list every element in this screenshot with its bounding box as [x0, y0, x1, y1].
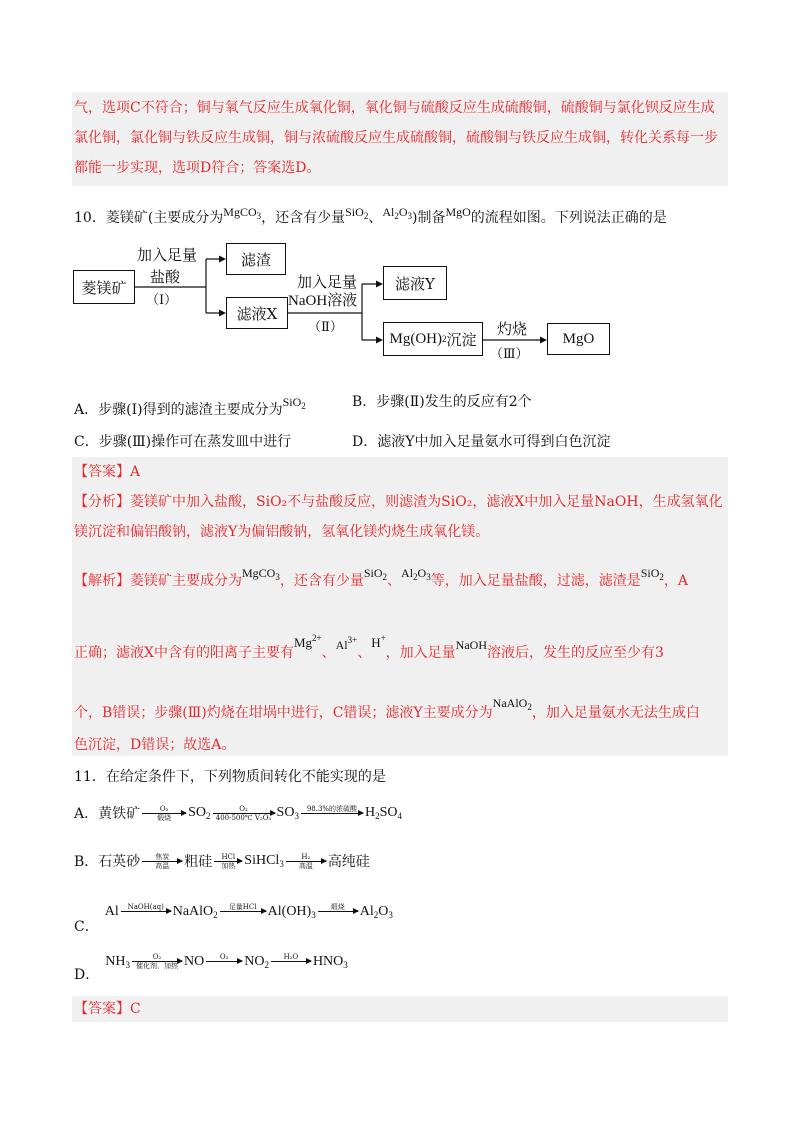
ion-mg-sup: 2+	[312, 633, 322, 643]
jiexi-formula-o: O	[417, 566, 427, 580]
box-mgo: MgO	[547, 323, 610, 355]
q11-a-p1-text: SO	[188, 805, 207, 820]
arrowhead-residue	[219, 256, 226, 263]
q10-jiexi-line-1	[74, 563, 688, 591]
q11-b-arrow-2	[214, 853, 242, 870]
q10-stem-text-d: )制备	[411, 210, 446, 226]
q11-answer-value: C	[130, 1001, 141, 1017]
q11-a-arrow-2-bot: 400-500℃ V₂O₅	[215, 813, 272, 822]
q11-answer	[74, 999, 141, 1019]
jiexi-formula-sio2-b: SiO	[640, 566, 660, 580]
step2-label-top: 加入足量	[297, 273, 358, 291]
q11-c-s: Al	[104, 903, 119, 919]
q11-d-p2-text: NO	[244, 953, 265, 969]
q11-option-d	[74, 944, 348, 984]
formula-sio2: SiO	[345, 205, 364, 219]
q11-d-arrow-2	[206, 953, 242, 970]
jiexi-formula-sio2-b-sub: 2	[659, 572, 664, 582]
jiexi-formula-o-sub: 3	[426, 572, 431, 582]
q11-d-p3-text: HNO	[312, 953, 344, 969]
q11-c-arrow-3-top: 煅烧	[330, 903, 345, 911]
q10-option-a-formula-sub: 2	[301, 401, 306, 411]
q11-answer-panel	[72, 996, 728, 1022]
answer-tag: 【答案】	[74, 464, 130, 480]
q11-a-arrow-2-top: O₂	[239, 804, 248, 813]
ion-h-sup: +	[380, 633, 386, 643]
q10-option-c: C．步骤(Ⅲ)操作可在蒸发皿中进行	[74, 434, 292, 450]
q10-option-d: D．滤液Y中加入足量氨水可得到白色沉淀	[352, 434, 611, 450]
q10-analysis-line-1	[74, 492, 723, 512]
jiexi-2b: 、	[321, 645, 336, 661]
q11-a-arrow-3	[301, 805, 363, 822]
jiexi-formula-al: Al	[401, 566, 414, 580]
q11-c-p3	[360, 904, 393, 920]
formula-sio2-sub: 2	[363, 211, 369, 221]
q11-b-p2	[244, 853, 284, 869]
q11-b-p2-text: SiHCl	[244, 853, 280, 868]
jiexi-formula-al-sub: 2	[413, 572, 418, 582]
q11-c-p3-sub2: 3	[388, 909, 393, 920]
jiexi-3b: ，加入足量氨水无法生成白	[531, 705, 700, 721]
q11-b-arrow-2-bot: 加热	[221, 861, 236, 870]
jiexi-formula-mgco3-sub: 3	[275, 572, 280, 582]
q11-c-arrow-2-top: 足量HCl	[228, 903, 257, 911]
step1-label-mid: 盐酸	[150, 268, 181, 286]
q11-a-p2-sub: 3	[294, 811, 299, 821]
q11-c-p1-text: NaAlO	[172, 903, 214, 919]
answer-value: A	[130, 464, 141, 480]
jiexi-2d: ，加入足量	[385, 645, 456, 661]
q11-a-label: A．黄铁矿	[74, 806, 141, 822]
q11-a-p3-so: SO	[379, 805, 398, 820]
formula-mgco3: MgCO	[223, 205, 257, 219]
step3-label-top: 灼烧	[497, 320, 528, 338]
q11-b-arrow-1-bot: 高温	[155, 861, 170, 870]
q10-jiexi-line-2	[74, 628, 664, 663]
box-residue: 滤渣	[226, 243, 286, 275]
q11-b-arrow-3-bot: 高温	[298, 861, 313, 870]
q11-c-p3-al: Al	[359, 903, 374, 919]
q11-c-p2-text: Al(OH)	[267, 903, 312, 919]
q10-option-a-formula: SiO	[282, 395, 302, 409]
top-analysis-line-1: 气，选项C不符合；铜与氧气反应生成氧化铜，氧化铜与硫酸反应生成硫酸铜，硫酸铜与氯化钡反应生成	[74, 100, 715, 116]
q11-b-arrow-2-top: HCl	[221, 852, 236, 861]
q11-d-p3-sub: 3	[343, 959, 348, 970]
jiexi-formula-naalo2: NaAlO	[492, 696, 528, 710]
q11-c-p2-sub: 3	[311, 909, 316, 920]
q11-b-label: B．石英砂	[74, 854, 141, 870]
q11-c-p3-o: O	[378, 903, 389, 919]
step1-label-top: 加入足量	[137, 246, 198, 264]
jiexi-formula-naalo2-sub: 2	[527, 702, 532, 712]
q11-option-a	[74, 798, 402, 828]
q11-d-p2	[244, 954, 269, 970]
box-ore: 菱镁矿	[73, 270, 135, 304]
q10-answer	[74, 462, 140, 482]
arrowhead-precipitate	[376, 337, 383, 344]
q11-a-p2	[277, 805, 299, 821]
jiexi-formula-mgco3: MgCO	[242, 566, 276, 580]
q11-c-p3-sub1: 2	[373, 909, 379, 920]
q10-stem-text-b: ，还含有少量	[261, 210, 346, 226]
q11-b-p1: 粗硅	[184, 854, 213, 870]
jiexi-formula-sio2-sub: 2	[382, 572, 388, 582]
box-filtrate-y: 滤液Y	[383, 266, 447, 300]
step1-label-num: （Ⅰ）	[146, 293, 178, 308]
analysis-tag: 【分析】	[74, 494, 130, 510]
formula-mgco3-sub: 3	[256, 211, 262, 221]
q11-a-p3	[365, 805, 402, 821]
top-analysis-line-3: 都能一步实现，选项D符合；答案选D。	[74, 160, 321, 176]
q10-option-a-text: A．步骤(Ⅰ)得到的滤渣主要成分为	[74, 402, 283, 418]
q11-stem: 11．在给定条件下，下列物质间转化不能实现的是	[74, 769, 386, 785]
ion-mg: Mg	[293, 635, 313, 650]
q10-jiexi-line-3	[74, 693, 700, 723]
formula-al: Al	[382, 205, 395, 219]
q11-option-c	[74, 896, 393, 936]
step3-label-num: （Ⅲ）	[490, 347, 529, 362]
q11-d-p3	[313, 954, 348, 970]
q11-d-s-sub: 3	[125, 959, 130, 970]
arrowhead-mgo	[540, 337, 547, 344]
jiexi-formula-sio2: SiO	[363, 566, 383, 580]
q11-b-arrow-1-top: 焦炭	[155, 852, 170, 861]
q11-c-p1-sub: 2	[213, 909, 218, 920]
ion-h: H	[371, 635, 381, 650]
jiexi-1a: 菱镁矿主要成分为	[130, 573, 242, 589]
jiexi-1e: ，A	[663, 573, 689, 589]
jiexi-2a: 正确；滤液X中含有的阳离子主要有	[74, 645, 294, 661]
q11-b-p3: 高纯硅	[327, 854, 370, 870]
precip-text: Mg(OH)	[389, 330, 442, 347]
q11-a-p1	[188, 805, 210, 821]
q10-stem-text-e: 的流程如图。下列说法正确的是	[470, 210, 667, 226]
jiexi-2c: 、	[357, 645, 372, 661]
formula-mgo: MgO	[445, 205, 471, 219]
q10-stem-text-a: 10．菱镁矿(主要成分为	[74, 210, 224, 226]
arrowhead-filtrate-y	[376, 281, 383, 288]
q10-option-a	[74, 392, 306, 420]
q11-d-arrow-2-top: O₂	[219, 953, 229, 961]
top-analysis-line-2: 氯化铜，氯化铜与铁反应生成铜，铜与浓硫酸反应生成硫酸铜，硫酸铜与铁反应生成铜，转化关系每一步	[74, 130, 718, 146]
q11-c-arrow-1	[121, 903, 171, 920]
q11-a-arrow-1-bot: 煅烧	[157, 813, 172, 822]
formula-o: O	[398, 205, 408, 219]
jiexi-formula-naoh: NaOH	[455, 638, 487, 652]
q11-d-arrow-1-bot: 催化剂，加热	[135, 962, 178, 970]
q11-b-arrow-1	[142, 853, 182, 870]
q10-stem-text-c: 、	[368, 210, 383, 226]
q11-a-arrow-1-top: O₂	[159, 804, 169, 813]
q11-a-p3-h: H	[364, 805, 376, 820]
q11-c-arrow-3	[318, 903, 358, 920]
q11-d-label: D．	[74, 967, 100, 983]
step2-label-mid: NaOH溶液	[288, 293, 358, 309]
jiexi-1d: 等，加入足量盐酸，过滤，滤渣是	[430, 573, 641, 589]
jiexi-1c: 、	[387, 573, 402, 589]
q11-d-arrow-1-top: O₂	[152, 953, 162, 961]
q11-b-arrow-3	[286, 853, 326, 870]
precip-sub: 2	[441, 334, 447, 344]
q11-c-label: C．	[74, 919, 99, 935]
ion-al-sup: 3+	[347, 635, 358, 645]
q11-a-p1-sub: 2	[206, 811, 211, 821]
box-filtrate-x: 滤液X	[226, 297, 288, 329]
q11-d-s-text: NH	[105, 953, 126, 969]
arrowhead-filtrate-x	[219, 310, 226, 317]
q11-b-arrow-3-top: H₂	[301, 852, 311, 861]
jiexi-tag: 【解析】	[74, 573, 130, 589]
q10-analysis-line-2: 镁沉淀和偏铝酸钠，滤液Y为偏铝酸钠，氢氧化镁灼烧生成氧化镁。	[74, 524, 490, 540]
q11-d-arrow-1	[132, 953, 182, 970]
q11-d-p2-sub: 2	[264, 959, 269, 970]
q11-a-arrow-3-top: 98.3%的浓硫酸	[306, 804, 358, 813]
q11-option-b	[74, 846, 370, 876]
q11-b-p2-sub: 3	[279, 859, 284, 869]
q11-a-arrow-1	[142, 805, 186, 822]
q10-option-b: B．步骤(Ⅱ)发生的反应有2个	[352, 394, 532, 410]
q11-a-p2-text: SO	[276, 805, 295, 820]
q11-c-p2	[268, 904, 316, 920]
q11-c-arrow-2	[220, 903, 266, 920]
q10-jiexi-line-4: 色沉淀，D错误；故选A。	[74, 737, 236, 753]
q11-a-p3-sub1: 2	[375, 811, 380, 821]
q11-c-p1	[173, 904, 218, 920]
precip-text-b: 沉淀	[446, 332, 477, 349]
q11-a-p3-sub2: 4	[397, 811, 402, 821]
box-precipitate	[383, 322, 483, 356]
ion-al: Al	[335, 638, 348, 652]
step2-label-num: （Ⅱ）	[308, 320, 343, 335]
q11-d-arrow-3	[271, 953, 311, 970]
jiexi-1b: ，还含有少量	[279, 573, 364, 589]
q11-c-arrow-1-top: NaOH(aq)	[127, 903, 164, 911]
q11-d-arrow-3-top: H₂O	[283, 953, 299, 961]
formula-o-sub: 3	[407, 211, 412, 221]
formula-al-sub: 2	[394, 211, 399, 221]
jiexi-2e: 溶液后，发生的反应至少有3	[486, 645, 664, 661]
q11-answer-tag: 【答案】	[74, 1001, 130, 1017]
jiexi-3a: 个，B错误；步骤(Ⅲ)灼烧在坩埚中进行，C错误；滤液Y主要成分为	[74, 705, 493, 721]
analysis-text-1: 菱镁矿中加入盐酸，SiO₂不与盐酸反应，则滤渣为SiO₂，滤液X中加入足量NaOH，生成氢氧化	[130, 494, 723, 510]
q11-a-arrow-2	[213, 805, 275, 822]
q11-d-p1: NO	[183, 953, 205, 969]
q11-d-s	[105, 954, 130, 970]
